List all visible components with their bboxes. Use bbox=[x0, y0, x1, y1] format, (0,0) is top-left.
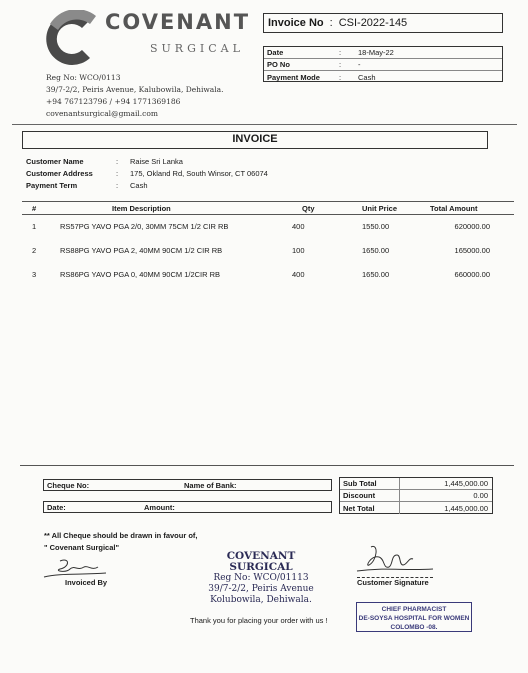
customer-value: Cash bbox=[130, 180, 148, 190]
totals-row bbox=[340, 502, 492, 514]
date-label: Date: bbox=[47, 502, 66, 512]
totals-value: 1,445,000.00 bbox=[444, 479, 488, 488]
cheque-bank-row bbox=[43, 479, 332, 491]
company-stamp bbox=[196, 551, 326, 606]
header-total: Total Amount bbox=[430, 203, 478, 213]
table-row bbox=[22, 214, 514, 238]
header-no: # bbox=[32, 203, 37, 213]
table-row bbox=[22, 238, 514, 262]
customer-value: 175, Okland Rd, South Winsor, CT 06074 bbox=[130, 168, 268, 178]
customer-row bbox=[26, 167, 268, 179]
meta-label: PO No bbox=[267, 60, 290, 69]
footer-divider bbox=[20, 465, 514, 466]
pharm-line3: COLOMBO -08. bbox=[390, 624, 438, 631]
company-reg-no: Reg No: WCO/0113 bbox=[46, 73, 121, 82]
invoice-number-value: CSI-2022-145 bbox=[338, 17, 408, 29]
totals-label: Net Total bbox=[340, 502, 400, 514]
amount-label: Amount: bbox=[144, 502, 175, 512]
customer-signature-label: Customer Signature bbox=[357, 578, 429, 587]
cheque-note-line1: ** All Cheque should be drawn in favour of, bbox=[44, 531, 198, 540]
cell-qty: 100 bbox=[292, 245, 305, 255]
header-qty: Qty bbox=[302, 203, 315, 213]
header-divider bbox=[12, 124, 517, 125]
date-amount-row bbox=[43, 501, 332, 513]
company-address-block bbox=[46, 72, 224, 120]
stamp-addr2: Kolubowila, Dehiwala. bbox=[210, 595, 312, 605]
company-email: covenantsurgical@gmail.com bbox=[46, 109, 158, 118]
meta-row bbox=[264, 47, 502, 59]
pharmacist-stamp bbox=[356, 602, 472, 632]
customer-block bbox=[26, 155, 268, 191]
customer-label: Customer Name bbox=[26, 156, 84, 166]
cell-qty: 400 bbox=[292, 221, 305, 231]
table-row bbox=[22, 262, 514, 286]
meta-row bbox=[264, 59, 502, 71]
customer-label: Customer Address bbox=[26, 168, 93, 178]
cell-desc: RS57PG YAVO PGA 2/0, 30MM 75CM 1/2 CIR RB bbox=[60, 221, 229, 231]
cell-total: 660000.00 bbox=[454, 269, 490, 279]
customer-sep: : bbox=[116, 156, 119, 166]
customer-row bbox=[26, 179, 268, 191]
header-price: Unit Price bbox=[362, 203, 398, 213]
pharm-line1: CHIEF PHARMACIST bbox=[381, 606, 447, 613]
items-header-row bbox=[22, 202, 514, 214]
thank-you-note: Thank you for placing your order with us ! bbox=[190, 616, 328, 625]
meta-label: Payment Mode bbox=[267, 72, 320, 82]
customer-sep: : bbox=[116, 168, 119, 178]
invoice-meta-box bbox=[263, 46, 503, 82]
company-name: COVENANT bbox=[105, 10, 251, 34]
meta-label: Date bbox=[267, 48, 284, 57]
cell-price: 1550.00 bbox=[362, 221, 390, 231]
totals-label: Sub Total bbox=[340, 478, 400, 489]
meta-row bbox=[264, 71, 502, 83]
totals-value: 0.00 bbox=[473, 491, 488, 500]
company-logo-icon bbox=[40, 10, 102, 68]
cell-desc: RS86PG YAVO PGA 0, 40MM 90CM 1/2CIR RB bbox=[60, 269, 221, 279]
header-desc: Item Description bbox=[112, 203, 171, 213]
cell-total: 165000.00 bbox=[454, 245, 490, 255]
stamp-title: COVENANT SURGICAL bbox=[226, 550, 296, 573]
stamp-reg: Reg No: WCO/01113 bbox=[213, 573, 309, 583]
meta-sep: : bbox=[338, 48, 342, 57]
cell-desc: RS88PG YAVO PGA 2, 40MM 90CM 1/2 CIR RB bbox=[60, 245, 223, 255]
stamp-addr1: 39/7-2/2, Peiris Avenue bbox=[208, 584, 314, 594]
invoice-number-sep: : bbox=[329, 17, 333, 29]
cell-qty: 400 bbox=[292, 269, 305, 279]
meta-sep: : bbox=[338, 60, 342, 69]
company-address: 39/7-2/2, Peiris Avenue, Kalubowila, Dehiwala. bbox=[46, 85, 224, 94]
meta-value: Cash bbox=[358, 72, 376, 82]
cheque-no-label: Cheque No: bbox=[47, 480, 90, 490]
cell-total: 620000.00 bbox=[454, 221, 490, 231]
invoiced-by-signature bbox=[40, 555, 110, 580]
meta-value: 18-May-22 bbox=[358, 48, 394, 57]
invoice-number-label: Invoice No bbox=[268, 17, 324, 29]
totals-row bbox=[340, 478, 492, 490]
invoice-number-box bbox=[263, 13, 503, 33]
items-table bbox=[22, 202, 514, 286]
invoice-title: INVOICE bbox=[22, 131, 488, 149]
company-subtitle: SURGICAL bbox=[150, 42, 244, 55]
totals-label: Discount bbox=[340, 490, 400, 501]
totals-box bbox=[339, 477, 493, 514]
company-phone: +94 767123796 / +94 1771369186 bbox=[46, 97, 181, 106]
cell-price: 1650.00 bbox=[362, 269, 390, 279]
bank-name-label: Name of Bank: bbox=[184, 480, 237, 490]
customer-row bbox=[26, 155, 268, 167]
totals-row bbox=[340, 490, 492, 502]
cell-no: 2 bbox=[32, 245, 37, 255]
meta-value: - bbox=[358, 60, 361, 69]
customer-sep: : bbox=[116, 180, 119, 190]
customer-label: Payment Term bbox=[26, 180, 78, 190]
customer-value: Raise Sri Lanka bbox=[130, 156, 183, 166]
pharm-line2: DE-SOYSA HOSPITAL FOR WOMEN bbox=[358, 615, 470, 622]
cheque-note bbox=[44, 530, 197, 554]
cell-no: 3 bbox=[32, 269, 37, 279]
customer-signature-icon bbox=[355, 541, 435, 579]
cell-price: 1650.00 bbox=[362, 245, 390, 255]
meta-sep: : bbox=[338, 72, 342, 82]
cheque-note-line2: " Covenant Surgical" bbox=[44, 543, 120, 552]
totals-value: 1,445,000.00 bbox=[444, 503, 488, 513]
invoiced-by-label: Invoiced By bbox=[65, 578, 108, 587]
cell-no: 1 bbox=[32, 221, 37, 231]
